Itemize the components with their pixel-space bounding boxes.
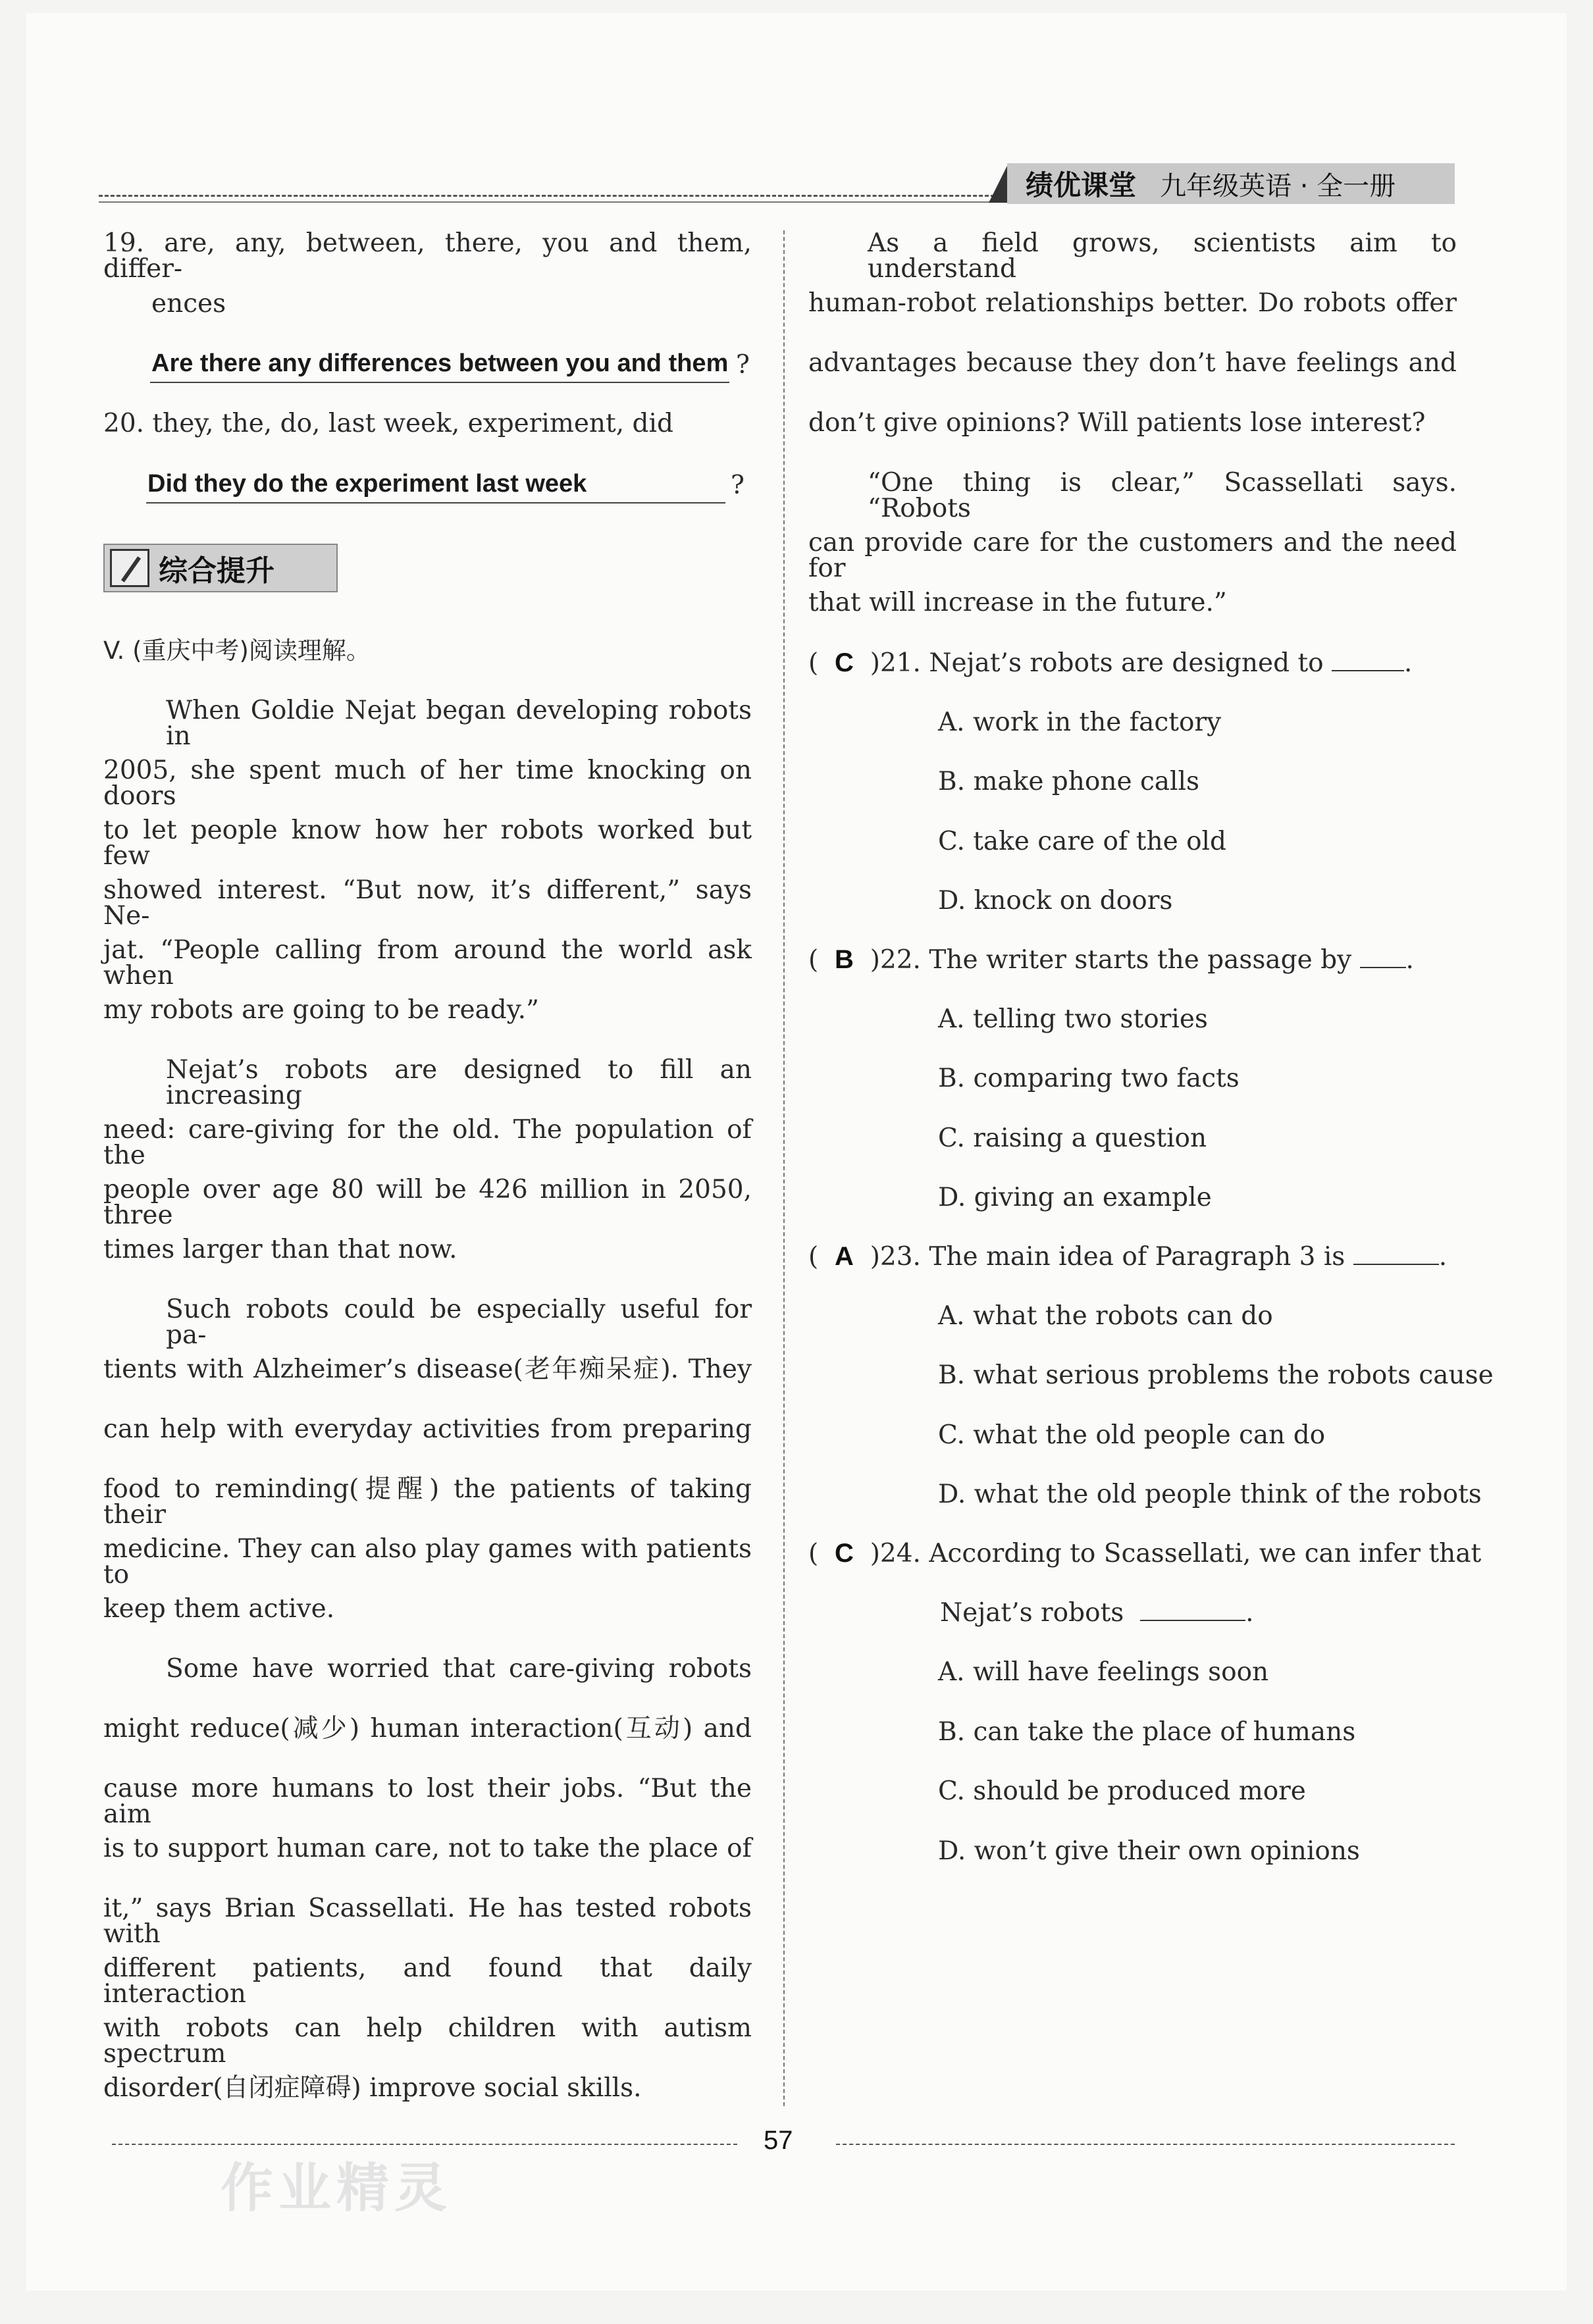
stem-gap [1124,1598,1140,1628]
stem-end: . [1405,945,1414,975]
question-stem-row [808,946,1414,973]
stem-end: . [1438,1242,1448,1272]
q19-answer: Are there any differences between you and them [151,349,729,377]
passage-right-line: that will increase in the future.” [808,588,1227,617]
question-stem: )23. The main idea of Paragraph 3 is [870,1242,1345,1272]
passage-left-line: to let people know how her robots worked but few [103,815,752,871]
answer-option: A. work in the factory [938,707,1222,737]
passage-right-line: advantages because they don’t have feelings and [808,348,1457,378]
header-brand: 绩优课堂 [1026,169,1137,201]
passage-left-line: is to support human care, not to take the place of [103,1834,752,1863]
passage-left-line: might reduce(减少) human interaction(互动) and [103,1714,752,1743]
answer-letter: C [835,1539,854,1568]
passage-left-line: food to reminding(提醒) the patients of taking their [103,1474,752,1530]
question-stem: )22. The writer starts the passage by [870,945,1352,975]
question-stem-row [808,1243,1447,1270]
answer-blank [1360,947,1406,968]
answer-option: A. telling two stories [938,1004,1208,1034]
stem-end: . [1245,1597,1254,1628]
passage-left-line: with robots can help children with autism spectrum [103,2013,752,2069]
question-stem: )21. Nejat’s robots are designed to [870,648,1324,678]
passage-right-line: human-robot relationships better. Do robots offer [808,288,1457,318]
answer-option: C. should be produced more [938,1776,1306,1806]
q19-line2: ences [151,289,226,319]
q19-line1: 19. are, any, between, there, you and them, differ- [103,228,752,284]
q19-end: ? [736,350,750,380]
q19-answer-rule [150,382,729,383]
passage-right-line: don’t give opinions? Will patients lose interest? [808,408,1426,438]
passage-left-line: cause more humans to lost their jobs. “But the aim [103,1774,752,1829]
answer-paren-open: ( [808,1242,835,1272]
passage-right-line: As a field grows, scientists aim to understand [868,228,1457,284]
header-rule [99,195,1001,197]
passage-left-line: showed interest. “But now, it’s different,” says Ne- [103,875,752,931]
question-stem: )24. According to Scassellati, we can infer that [870,1539,1482,1568]
q20-line1: 20. they, the, do, last week, experiment, did [103,409,673,438]
passage-left-line: Nejat’s robots are designed to fill an increasing [166,1055,752,1110]
stem-end: . [1404,648,1413,678]
answer-option: A. what the robots can do [938,1301,1273,1331]
answer-paren-open: ( [808,1539,835,1568]
answer-letter: C [835,648,854,677]
answer-gap [854,648,870,678]
passage-left-line: When Goldie Nejat began developing robots in [166,696,752,751]
section-title: 综合提升 [159,554,274,588]
answer-option: C. what the old people can do [938,1420,1326,1450]
answer-paren-open: ( [808,648,835,678]
answer-blank [1140,1600,1245,1621]
answer-option: C. raising a question [938,1123,1207,1153]
answer-option: D. won’t give their own opinions [938,1836,1360,1866]
answer-letter: A [835,1242,854,1271]
passage-left-line: keep them active. [103,1594,335,1624]
question-stem-row [808,650,1412,676]
stem-gap [1345,1242,1353,1272]
answer-gap [854,1242,870,1272]
passage-left-line: times larger than that now. [103,1235,457,1264]
passage-left-line: medicine. They can also play games with patients to [103,1534,752,1589]
answer-option: D. knock on doors [938,886,1173,916]
answer-option: B. what serious problems the robots cause [938,1360,1494,1390]
question-stem-row2 [940,1597,1254,1628]
reading-intro: V. (重庆中考)阅读理解。 [103,636,371,665]
passage-left-line: my robots are going to be ready.” [103,995,539,1025]
header-banner [1007,163,1455,204]
answer-option: C. take care of the old [938,826,1226,856]
passage-left-line: people over age 80 will be 426 million in 2050, three [103,1175,752,1230]
passage-left-line: it,” says Brian Scassellati. He has tested robots with [103,1894,752,1949]
passage-left-line: different patients, and found that daily interaction [103,1953,752,2009]
passage-right-line: can provide care for the customers and the need for [808,528,1457,583]
stem-gap [1324,648,1332,678]
question-stem-row [808,1540,1481,1566]
passage-left-line: 2005, she spent much of her time knocking on doors [103,756,752,811]
answer-option: A. will have feelings soon [938,1657,1269,1687]
section-header [103,544,338,592]
answer-option: B. make phone calls [938,767,1200,796]
answer-option: D. what the old people think of the robots [938,1480,1482,1509]
header-triangle [989,166,1007,203]
answer-option: D. giving an example [938,1183,1212,1212]
page-number: 57 [764,2126,793,2155]
q20-answer-rule [146,502,725,504]
column-divider [783,230,785,2106]
answer-option: B. comparing two facts [938,1064,1240,1093]
answer-gap [854,1539,870,1568]
footer-rule-left [112,2144,737,2145]
passage-left-line: Such robots could be especially useful for pa- [166,1295,752,1350]
answer-paren-open: ( [808,945,835,975]
notepad-pencil-icon [110,549,149,587]
passage-left-line: jat. “People calling from around the world ask when [103,935,752,991]
watermark-text: 作业精灵 [221,2157,452,2219]
q20-end: ? [731,471,744,500]
answer-letter: B [835,945,854,974]
header-rule-solid [99,201,1001,203]
passage-left-line: disorder(自闭症障碍) improve social skills. [103,2073,642,2103]
header-book-title: 九年级英语 · 全一册 [1160,170,1396,201]
passage-left-line: tients with Alzheimer’s disease(老年痴呆症). They [103,1355,752,1384]
footer-rule-right [836,2144,1455,2145]
answer-blank [1353,1244,1439,1265]
passage-left-line: need: care-giving for the old. The population of the [103,1115,752,1170]
stem-gap [1351,945,1359,975]
passage-left-line: Some have worried that care-giving robots [166,1654,752,1684]
passage-right-line: “One thing is clear,” Scassellati says. “Robots [868,468,1457,523]
passage-left-line: can help with everyday activities from preparing [103,1414,752,1444]
answer-option: B. can take the place of humans [938,1717,1356,1747]
question-stem-cont: Nejat’s robots [940,1597,1124,1628]
q20-answer: Did they do the experiment last week [147,470,587,498]
answer-gap [854,945,870,975]
answer-blank [1332,650,1404,671]
